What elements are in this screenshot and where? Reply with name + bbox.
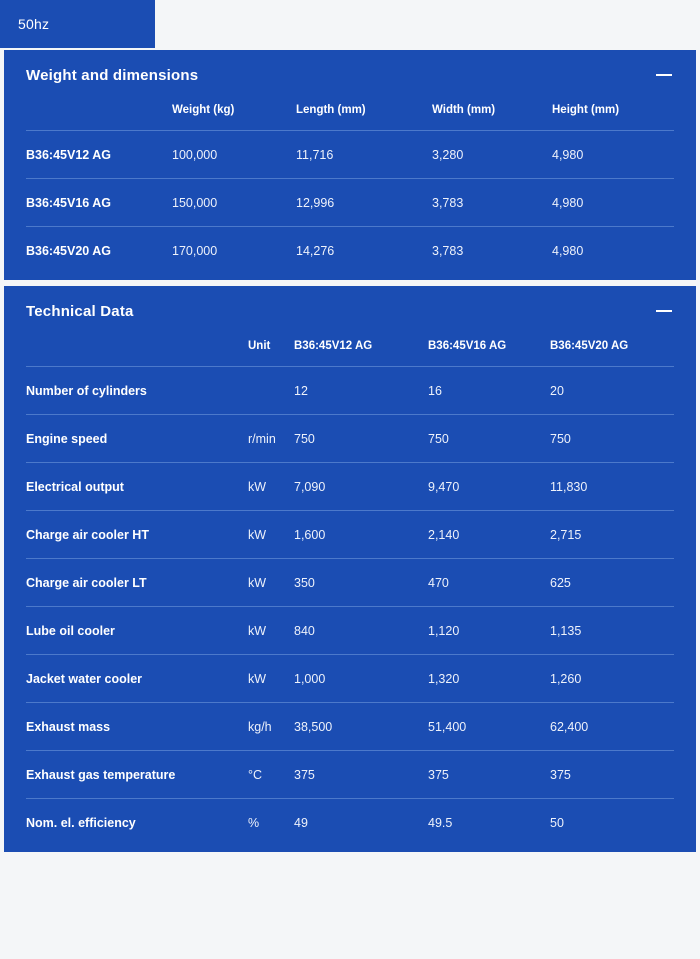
column-header-unit: Unit: [248, 334, 294, 367]
cell-v16: 1,120: [428, 607, 550, 655]
cell-model: B36:45V20 AG: [26, 244, 111, 258]
table-row: [26, 415, 674, 463]
cell-v20: 62,400: [550, 703, 674, 751]
cell-length: 12,996: [296, 179, 432, 227]
cell-v20: 11,830: [550, 463, 674, 511]
table-row: [26, 367, 674, 415]
cell-v12: 12: [294, 367, 428, 415]
cell-v12: 840: [294, 607, 428, 655]
column-header-property: [26, 334, 248, 367]
cell-v20: 750: [550, 415, 674, 463]
minus-icon[interactable]: [656, 302, 674, 320]
weight-dimensions-table: [26, 98, 674, 274]
cell-v20: 50: [550, 816, 564, 830]
cell-property: Exhaust mass: [26, 703, 248, 751]
column-header-v20: B36:45V20 AG: [550, 334, 674, 367]
table-row: [26, 227, 674, 275]
cell-unit: %: [248, 816, 260, 830]
cell-height: 4,980: [552, 179, 674, 227]
column-header-width: Width (mm): [432, 98, 552, 131]
table-row: [26, 607, 674, 655]
cell-property: Nom. el. efficiency: [26, 816, 136, 830]
panel-weight-header[interactable]: [4, 50, 696, 98]
cell-property: Charge air cooler HT: [26, 511, 248, 559]
column-header-v12: B36:45V12 AG: [294, 334, 428, 367]
cell-model: B36:45V16 AG: [26, 179, 172, 227]
panel-technical-title: Technical Data: [26, 302, 134, 320]
cell-v16: 9,470: [428, 463, 550, 511]
cell-v16: 750: [428, 415, 550, 463]
table-row: [26, 559, 674, 607]
cell-v16: 2,140: [428, 511, 550, 559]
table-row: [26, 799, 674, 847]
cell-v12: 350: [294, 559, 428, 607]
column-header-weight: Weight (kg): [172, 98, 296, 131]
cell-v16: 375: [428, 751, 550, 799]
table-row: [26, 131, 674, 179]
table-row: [26, 179, 674, 227]
cell-weight: 150,000: [172, 179, 296, 227]
tab-50hz[interactable]: [0, 0, 155, 48]
column-header-v16: B36:45V16 AG: [428, 334, 550, 367]
cell-width: 3,280: [432, 131, 552, 179]
table-row: [26, 511, 674, 559]
technical-data-table: [26, 334, 674, 846]
cell-unit: kW: [248, 511, 294, 559]
cell-unit: kW: [248, 607, 294, 655]
cell-v16: 16: [428, 367, 550, 415]
cell-property: Lube oil cooler: [26, 607, 248, 655]
cell-unit: kg/h: [248, 703, 294, 751]
cell-height: 4,980: [552, 131, 674, 179]
cell-v20: 625: [550, 559, 674, 607]
cell-unit: kW: [248, 559, 294, 607]
cell-v12: 1,600: [294, 511, 428, 559]
cell-weight: 100,000: [172, 131, 296, 179]
cell-v12: 375: [294, 751, 428, 799]
table-header-row: [26, 334, 674, 367]
cell-v12: 7,090: [294, 463, 428, 511]
cell-width: 3,783: [432, 179, 552, 227]
panel-technical-data: [4, 286, 696, 852]
cell-length: 11,716: [296, 131, 432, 179]
table-row: [26, 751, 674, 799]
table-row: [26, 703, 674, 751]
column-header-length: Length (mm): [296, 98, 432, 131]
panel-weight-title: Weight and dimensions: [26, 66, 199, 84]
cell-property: Jacket water cooler: [26, 655, 248, 703]
cell-model: B36:45V12 AG: [26, 131, 172, 179]
cell-v12: 1,000: [294, 655, 428, 703]
cell-v16: 1,320: [428, 655, 550, 703]
column-header-height: Height (mm): [552, 98, 674, 131]
cell-v12: 38,500: [294, 703, 428, 751]
table-row: [26, 463, 674, 511]
cell-v20: 1,135: [550, 607, 674, 655]
cell-property: Electrical output: [26, 463, 248, 511]
panel-weight-and-dimensions: [4, 50, 696, 280]
cell-v20: 375: [550, 751, 674, 799]
cell-v12: 49: [294, 816, 308, 830]
cell-width: 3,783: [432, 244, 464, 258]
cell-v16: 51,400: [428, 703, 550, 751]
cell-length: 14,276: [296, 244, 335, 258]
cell-v20: 20: [550, 367, 674, 415]
cell-v12: 750: [294, 415, 428, 463]
cell-property: Charge air cooler LT: [26, 559, 248, 607]
cell-unit: kW: [248, 463, 294, 511]
cell-unit: °C: [248, 751, 294, 799]
cell-height: 4,980: [552, 244, 584, 258]
cell-unit: [248, 367, 294, 415]
cell-unit: kW: [248, 655, 294, 703]
tab-50hz-label: 50hz: [18, 16, 50, 32]
cell-weight: 170,000: [172, 244, 218, 258]
cell-v20: 2,715: [550, 511, 674, 559]
table-header-row: [26, 98, 674, 131]
tab-bar: [0, 0, 700, 50]
column-header-model: [26, 98, 172, 131]
cell-property: Number of cylinders: [26, 367, 248, 415]
table-row: [26, 655, 674, 703]
cell-property: Engine speed: [26, 415, 248, 463]
cell-v16: 49.5: [428, 816, 453, 830]
minus-icon[interactable]: [656, 66, 674, 84]
cell-v16: 470: [428, 559, 550, 607]
panel-technical-header[interactable]: [4, 286, 696, 334]
cell-v20: 1,260: [550, 655, 674, 703]
cell-unit: r/min: [248, 415, 294, 463]
cell-property: Exhaust gas temperature: [26, 751, 248, 799]
